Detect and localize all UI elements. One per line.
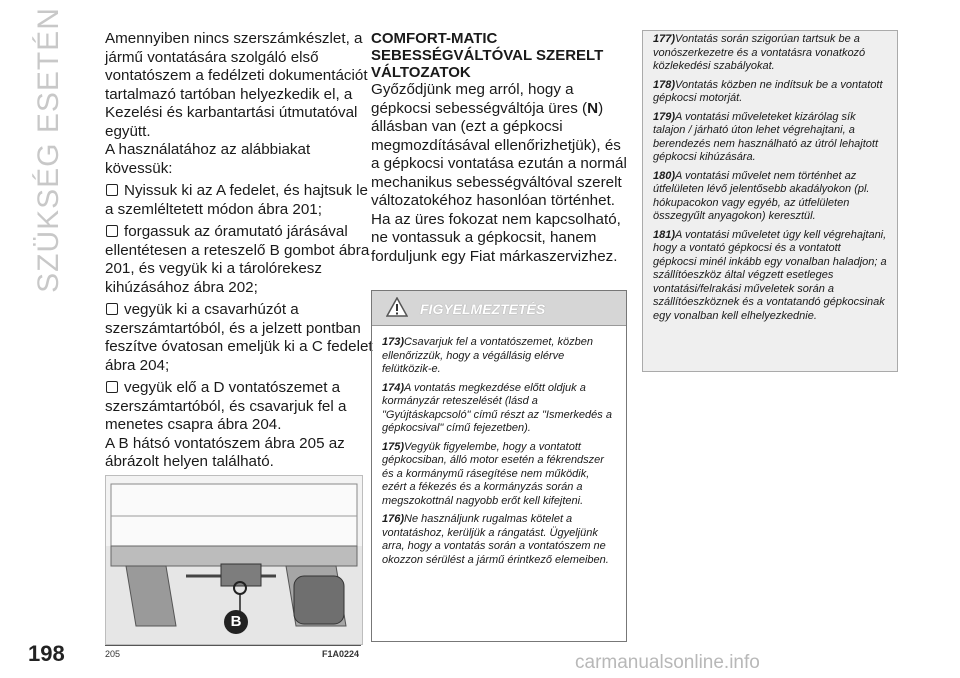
section-heading [371,30,629,81]
heading-line: COMFORT-MATIC [371,30,498,47]
list-item-text: vegyük elő a D vontatószemet a szerszámtartóból, és csavarjuk fel a menetes csapra ábra 204. [105,379,347,433]
warning-box [371,290,627,642]
note-number: 177) [653,33,676,45]
note-text: A vontatás megkezdése előtt oldjuk a kormányzár reteszelését (lásd a "Gyújtáskapcsoló" című részt az "Ismerkedés a gépkocsival" című fejezetben). [382,381,612,434]
chapter-side-title [14,7,84,293]
figure-number: 205 [105,649,121,659]
warning-note [653,229,887,324]
neutral-gear-label: N [587,99,599,117]
body-paragraph: Ha az üres fokozat nem kapcsolható, ne vontassuk a gépkocsit, hanem forduljunk egy Fiat márkaszervizhez. [371,210,621,265]
note-text: Vontatás során szigorúan tartsuk be a vonószerkezetre és a vontatásra vonatkozó közlekedési szabályokat. [653,33,866,72]
warning-title: FIGYELMEZTETÉS [420,301,546,317]
checkbox-bullet-icon [106,381,118,393]
note-text: Ne használjunk rugalmas kötelet a vontatáshoz, kerüljük a rángatást. Ügyeljünk arra, hogy a vontatás során a vontatószem ne okozzon sérülést a jármű érintkező elemeiben. [382,513,609,566]
heading-line: VÁLTOZATOK [371,64,471,81]
checkbox-bullet-icon [106,184,118,196]
note-number: 181) [653,228,676,241]
list-item-text: vegyük ki a csavarhúzót a szerszámtartóból, és a jelzett pontban feszítve óvatosan emeljük ki a C fedelet ábra 204; [105,301,373,374]
note-text: A vontatási műveleteket kizárólag sík talajon / járható úton lehet végrehajtani, a berendezés nem használható az útról lehajtott gépkocsi kihúzására. [653,110,879,163]
figure-code: F1A0224 [321,649,359,659]
list-item [105,301,380,375]
intro-paragraph: Amennyiben nincs szerszámkészlet, a jármű vontatására szolgáló első vontatószem a fedélzeti dokumentációt tartalmazó tartóban helyezkedik el, a Kezelési és karbantartási útmutatóval együtt. [105,30,368,140]
chapter-title-text: SZÜKSÉG ESETÉN [32,7,65,293]
text-run: ) állásban van (ezt a gépkocsi megmozdításával ellenőrizhetjük), és a gépkocsi vontatása ezután a normál mechanikus sebességváltóval szerelt változatokéhoz hasonlóan történhet. [371,99,627,209]
warning-note [382,336,616,377]
warning-note [382,382,616,436]
note-number: 176) [382,513,405,525]
note-text: Vontatás közben ne indítsuk be a vontatott gépkocsi motorját. [653,78,883,104]
closing-paragraph: A B hátsó vontatószem ábra 205 az ábrázolt helyen található. [105,434,345,470]
note-number: 180) [653,169,676,182]
note-text: A vontatási műveletet úgy kell végrehajtani, hogy a vontató gépkocsi és a vontatott gépkocsi minél inkább egy vonalban haladjon; a szállítóeszköz által végzett esetleges vontatási/felrakási műveletek során a szállítóeszköznek és a vontatandó gépkocsinak egy vonalban kell elhelyezkednie. [653,228,887,322]
note-text: A vontatási művelet nem történhet az útfelületen lévő jelentősebb akadályokon (pl. hókupacokon vagy egyéb, az útfelületen összegyűlt anyagokon) keresztül. [653,169,870,222]
column-2 [371,30,629,266]
warning-note [653,79,887,106]
heading-line: SEBESSÉGVÁLTÓVAL SZERELT [371,47,604,64]
note-number: 178) [653,78,676,91]
note-text: Csavarjuk fel a vontatószemet, közben ellenőrizzük, hogy a végállásig elérve felütközik-e. [382,336,593,375]
figure-rear-tow-eye [105,475,363,645]
warning-header [372,291,626,326]
note-number: 175) [382,440,405,453]
note-text: Vegyük figyelembe, hogy a vontatott gépkocsiban, álló motor esetén a fékrendszer és a kormánymű rásegítése nem működik, ezért a fékezés és a kormányzás során a megszokottnál nagyobb erőt kell kifejteni. [382,440,604,507]
body-paragraph [371,81,629,211]
notes-box [642,30,898,372]
watermark: carmanualsonline.info [575,652,760,673]
text-run: Győződjünk meg arról, hogy a gépkocsi sebességváltója üres ( [371,81,588,117]
list-item [105,379,380,435]
list-item-text: forgassuk az óramutató járásával ellentétesen a reteszelő B gombot ábra 201, és vegyük ki a tárolórekesz kihúzásához ábra 202; [105,223,370,296]
section-body [371,81,629,266]
lead-paragraph: A használatához az alábbiakat kövessük: [105,141,311,177]
warning-note [653,170,887,224]
warning-note [653,33,887,74]
list-item [105,182,380,219]
warning-note [382,441,616,509]
callout-b [224,610,248,634]
warning-triangle-icon [386,297,408,317]
checkbox-bullet-icon [106,225,118,237]
list-item [105,223,380,297]
column-1 [105,30,380,472]
page-number: 198 [28,641,65,666]
warning-notes [372,326,626,567]
note-number: 179) [653,110,676,123]
checkbox-bullet-icon [106,303,118,315]
list-item-text: Nyissuk ki az A fedelet, és hajtsuk le a szemléltetett módon ábra 201; [105,182,368,218]
figure-caption [105,645,361,660]
callout-letter: B [230,613,242,630]
note-number: 174) [382,381,405,394]
warning-note [382,513,616,567]
note-number: 173) [382,336,405,348]
warning-note [653,111,887,165]
